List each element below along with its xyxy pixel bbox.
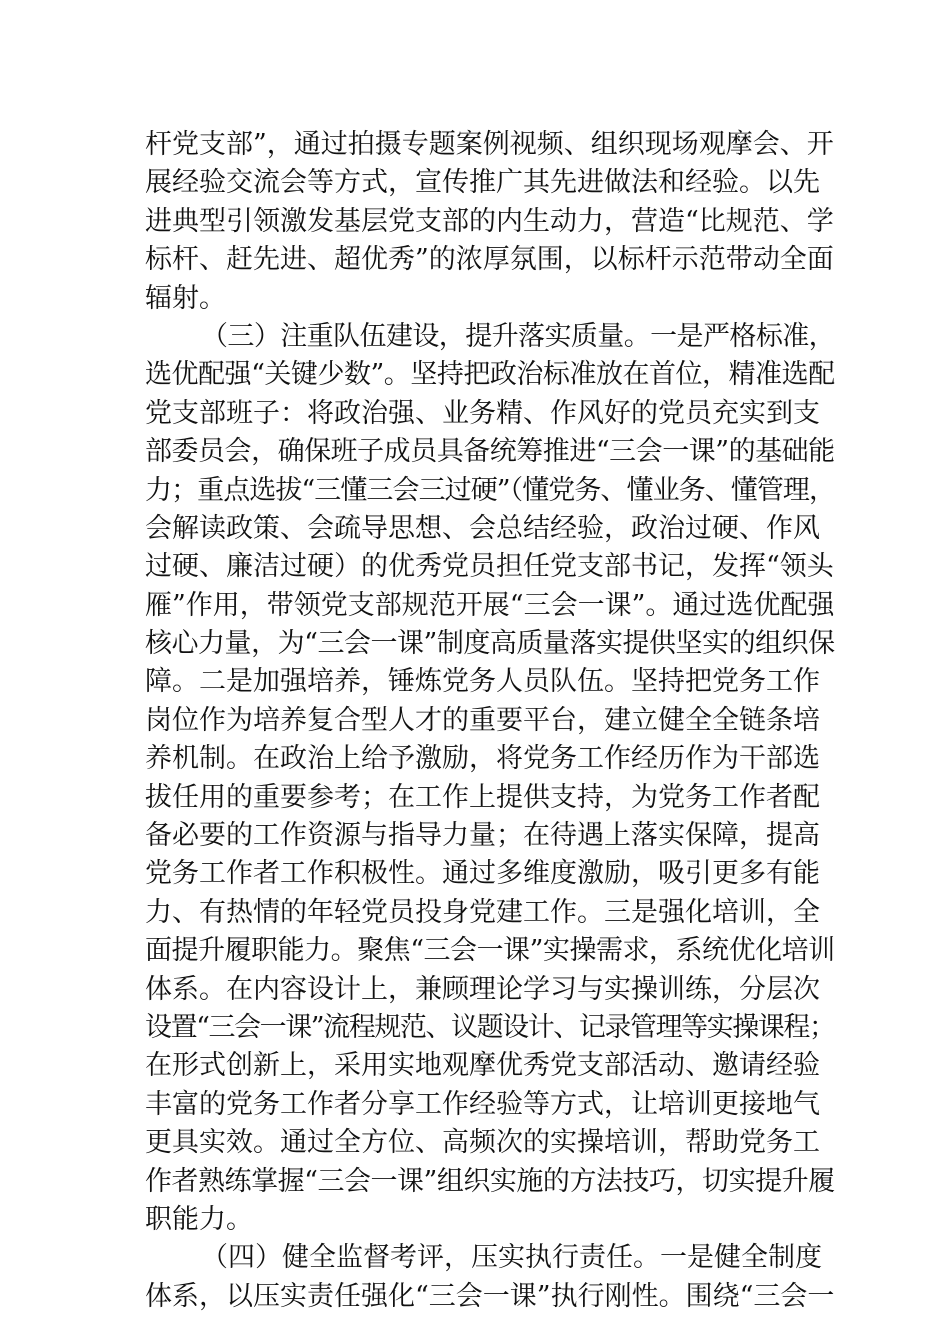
text-line: 杆党支部”，通过拍摄专题案例视频、组织现场观摩会、开 [145,129,834,160]
text-line: 更具实效。通过全方位、高频次的实操培训，帮助党务工 [145,1127,820,1159]
text-line: 面提升履职能力。聚焦“三会一课”实操需求，系统优化培训 [145,935,835,967]
text-line: 辐射。 [145,282,226,314]
text-line: 丰富的党务工作者分享工作经验等方式，让培训更接地气 [145,1088,820,1120]
text-line: 雁”作用，带领党支部规范开展“三会一课”。通过选优配强 [145,589,835,621]
text-line: 标杆、赶先进、超优秀”的浓厚氛围，以标杆示范带动全面 [145,244,834,276]
text-line: （三）注重队伍建设，提升落实质量。一是严格标准， [201,320,836,352]
text-line: 养机制。在政治上给予激励，将党务工作经历作为干部选 [145,743,820,775]
text-line: （四）健全监督考评，压实执行责任。一是健全制度 [201,1242,822,1274]
text-line: 设置“三会一课”流程规范、议题设计、记录管理等实操课程； [145,1011,835,1043]
text-line: 党务工作者工作积极性。通过多维度激励，吸引更多有能 [145,858,820,890]
text-line: 岗位作为培养复合型人才的重要平台，建立健全全链条培 [145,704,820,736]
text-line: 拔任用的重要参考；在工作上提供支持，为党务工作者配 [145,781,820,813]
text-line: 职能力。 [145,1203,253,1235]
text-line: 作者熟练掌握“三会一课”组织实施的方法技巧，切实提升履 [145,1165,835,1197]
text-line: 备必要的工作资源与指导力量；在待遇上落实保障，提高 [145,820,820,852]
text-line: 在形式创新上，采用实地观摩优秀党支部活动、邀请经验 [145,1050,820,1082]
text-line: 党支部班子：将政治强、业务精、作风好的党员充实到支 [145,397,820,429]
text-line: 进典型引领激发基层党支部的内生动力，营造“比规范、学 [145,205,834,237]
text-line: 力；重点选拔“三懂三会三过硬”（懂党务、懂业务、懂管理， [145,474,836,506]
text-line: 会解读政策、会疏导思想、会总结经验，政治过硬、作风 [145,512,820,544]
text-line: 体系，以压实责任强化“三会一课”执行刚性。围绕“三会一 [145,1280,835,1312]
text-line: 过硬、廉洁过硬）的优秀党员担任党支部书记，发挥“领头 [145,551,834,583]
text-line: 选优配强“关键少数”。坚持把政治标准放在首位，精准选配 [145,359,835,391]
text-line: 部委员会，确保班子成员具备统筹推进“三会一课”的基础能 [145,436,835,468]
text-line: 障。二是加强培养，锤炼党务人员队伍。坚持把党务工作 [145,666,820,698]
body-text [145,126,835,1316]
text-line: 展经验交流会等方式，宣传推广其先进做法和经验。以先 [145,167,820,199]
text-line: 体系。在内容设计上，兼顾理论学习与实操训练，分层次 [145,973,820,1005]
text-line: 力、有热情的年轻党员投身党建工作。三是强化培训，全 [145,896,820,928]
text-line: 核心力量，为“三会一课”制度高质量落实提供坚实的组织保 [145,628,835,660]
